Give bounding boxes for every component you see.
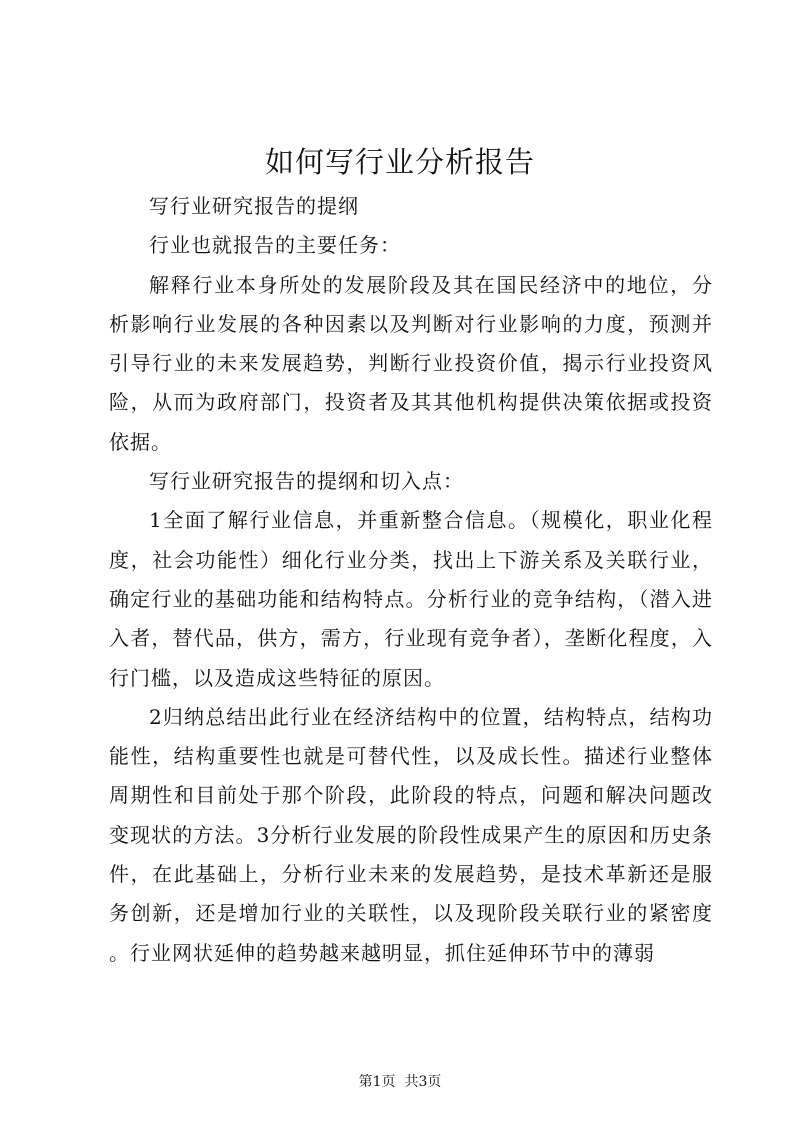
document-title: 如何写行业分析报告 (264, 145, 535, 179)
paragraph-entry-points-heading: 写行业研究报告的提纲和切入点： (149, 469, 464, 494)
document-body (109, 187, 713, 973)
paragraph-point-1: 1全面了解行业信息，并重新整合信息。（规模化，职业化程度，社会功能性）细化行业分类，找出上下游关系及关联行业，确定行业的基础功能和结构特点。分析行业的竞争结构，（潜入进入者，替代品，供方，需方，行业现有竞争者），垄断化程度，入行门槛，以及造成这些特征的原因。 (109, 508, 713, 690)
paragraph-main-task-heading: 行业也就报告的主要任务： (149, 233, 401, 258)
paragraph-outline-heading: 写行业研究报告的提纲 (149, 194, 359, 218)
paragraph-main-task-body: 解释行业本身所处的发展阶段及其在国民经济中的地位，分析影响行业发展的各种因素以及判断对行业影响的力度，预测并引导行业的未来发展趋势，判断行业投资价值，揭示行业投资风险，从而为政府部门，投资者及其其他机构提供决策依据或投资依据。 (109, 272, 713, 454)
paragraph-point-2-3: 2归纳总结出此行业在经济结构中的位置，结构特点，结构功能性，结构重要性也就是可替代性，以及成长性。描述行业整体周期性和目前处于那个阶段，此阶段的特点，问题和解决问题改变现状的方法。3分析行业发展的阶段性成果产生的原因和历史条件，在此基础上，分析行业未来的发展趋势，是技术革新还是服务创新，还是增加行业的关联性，以及现阶段关联行业的紧密度。行业网状延伸的趋势越来越明显，抓住延伸环节中的薄弱 (109, 704, 713, 965)
page-number-footer: 第1页 共3页 (358, 1074, 442, 1090)
